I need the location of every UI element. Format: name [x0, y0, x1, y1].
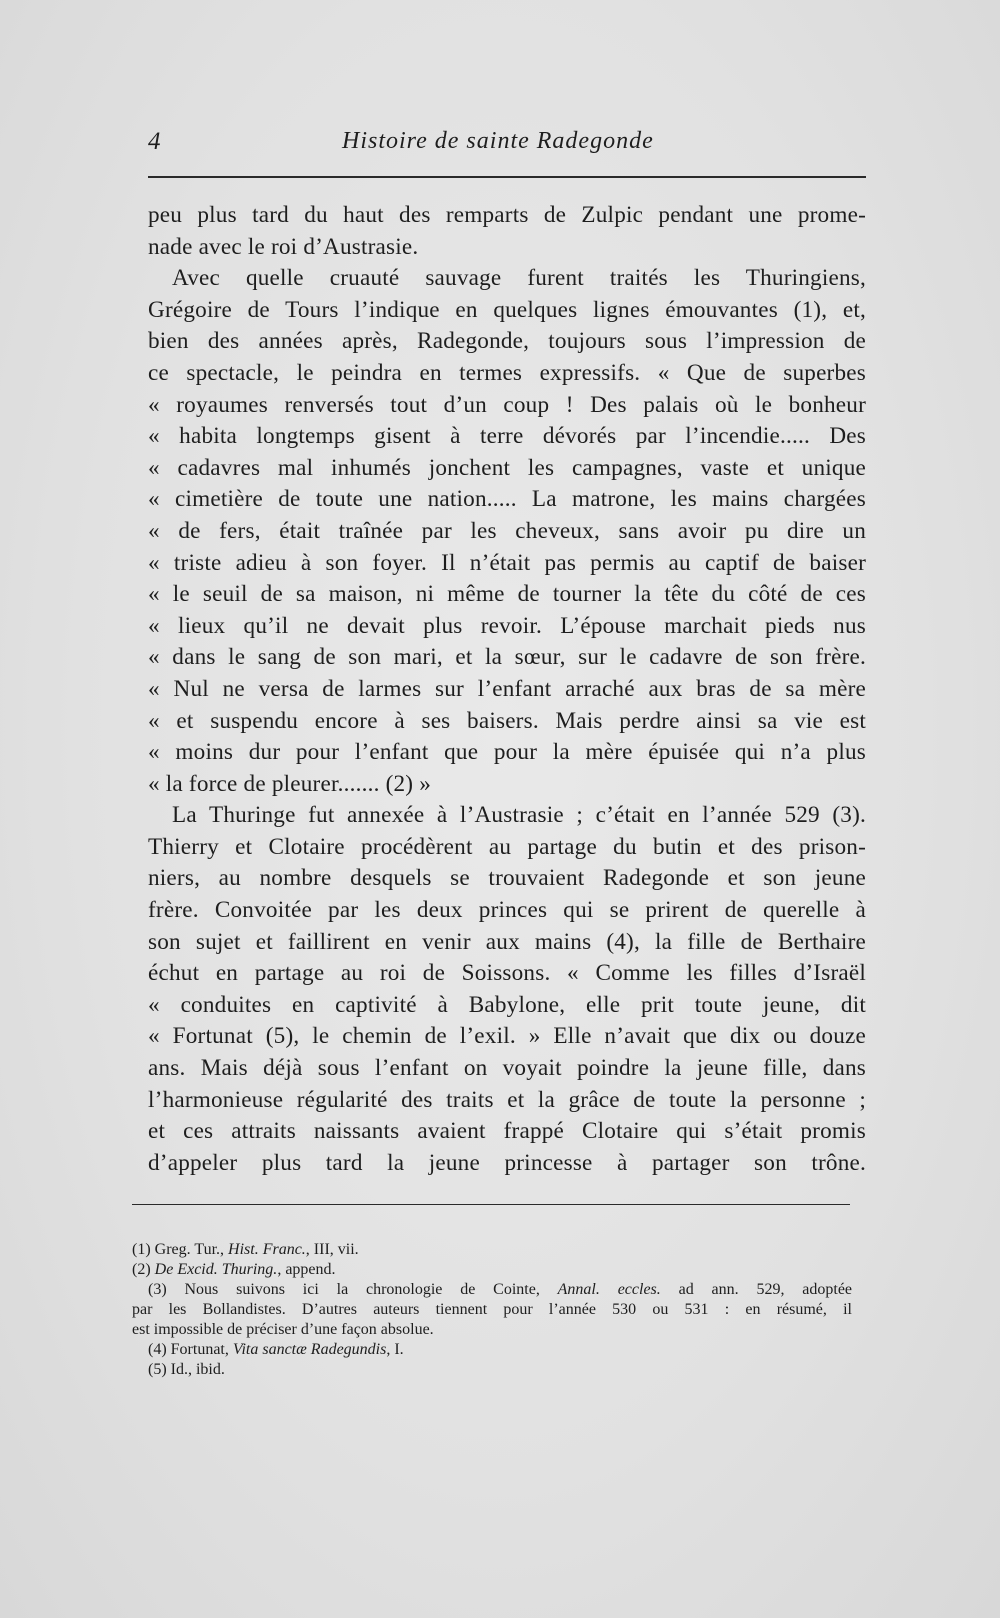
body-line: « moins dur pour l’enfant que pour la mère épuisée qui n’a plus [148, 739, 866, 766]
body-line: ans. Mais déjà sous l’enfant on voyait poindre la jeune fille, dans [148, 1055, 866, 1082]
footnote-1: (1) Greg. Tur., Hist. Franc., III, vii. [132, 1241, 359, 1258]
body-line: « triste adieu à son foyer. Il n’était pas permis au captif de baiser [148, 549, 866, 576]
body-line: niers, au nombre desquels se trouvaient Radegonde et son jeune [148, 865, 866, 892]
running-head [146, 128, 866, 168]
body-line: « lieux qu’il ne devait plus revoir. L’épouse marchait pieds nus [148, 612, 866, 639]
body-line: et ces attraits naissants avaient frappé Clotaire qui s’était promis [148, 1118, 866, 1145]
footnote-2: (2) De Excid. Thuring., append. [132, 1261, 336, 1278]
footnote-4: (4) Fortunat, Vita sanctæ Radegundis, I. [148, 1341, 404, 1358]
body-line: « conduites en captivité à Babylone, elle prit toute jeune, dit [148, 991, 866, 1018]
body-line: « Nul ne versa de larmes sur l’enfant arraché aux bras de sa mère [148, 675, 866, 702]
body-line: frère. Convoitée par les deux princes qui se prirent de querelle à [148, 897, 866, 924]
body-line: « Fortunat (5), le chemin de l’exil. » Elle n’avait que dix ou douze [148, 1023, 866, 1050]
footnotes [132, 1240, 852, 1380]
body-text [148, 200, 866, 1179]
body-line: « de fers, était traînée par les cheveux, sans avoir pu dire un [148, 517, 866, 544]
footnote-rule [132, 1204, 850, 1205]
body-line: Grégoire de Tours l’indique en quelques lignes émouvantes (1), et, [148, 296, 866, 323]
body-line: « dans le sang de son mari, et la sœur, sur le cadavre de son frère. [148, 644, 866, 671]
body-line: échut en partage au roi de Soissons. « Comme les filles d’Israël [148, 960, 866, 987]
footnote-3-line-2: par les Bollandistes. D’autres auteurs tiennent pour l’année 530 ou 531 : en résumé, il [132, 1301, 852, 1318]
body-line: ce spectacle, le peindra en termes expressifs. « Que de superbes [148, 359, 866, 386]
body-line: d’appeler plus tard la jeune princesse à partager son trône. [148, 1149, 866, 1176]
body-line: nade avec le roi d’Austrasie. [148, 233, 419, 260]
body-line: « et suspendu encore à ses baisers. Mais perdre ainsi sa vie est [148, 707, 866, 734]
footnote-3-line-3: est impossible de préciser d’une façon absolue. [132, 1321, 434, 1338]
page-number: 4 [148, 128, 161, 155]
body-line: « royaumes renversés tout d’un coup ! Des palais où le bonheur [148, 391, 866, 418]
footnote-3-line-1: (3) Nous suivons ici la chronologie de Cointe, Annal. eccles. ad ann. 529, adoptée [148, 1281, 853, 1298]
body-line: peu plus tard du haut des remparts de Zulpic pendant une prome- [148, 202, 866, 228]
header-rule [148, 176, 866, 178]
body-line: Avec quelle cruauté sauvage furent traités les Thuringiens, [172, 265, 866, 292]
body-line: « la force de pleurer....... (2) » [148, 770, 431, 797]
body-line: « cadavres mal inhumés jonchent les campagnes, vaste et unique [148, 454, 866, 481]
body-line: « habita longtemps gisent à terre dévorés par l’incendie..... Des [148, 423, 866, 450]
running-title: Histoire de sainte Radegonde [342, 128, 654, 154]
body-line: son sujet et faillirent en venir aux mains (4), la fille de Berthaire [148, 928, 866, 955]
body-line: « le seuil de sa maison, ni même de tourner la tête du côté de ces [148, 581, 866, 608]
body-line: La Thuringe fut annexée à l’Austrasie ; c’était en l’année 529 (3). [172, 802, 866, 829]
body-line: « cimetière de toute une nation..... La matrone, les mains chargées [148, 486, 866, 513]
body-line: l’harmonieuse régularité des traits et la grâce de toute la personne ; [148, 1086, 866, 1113]
body-line: bien des années après, Radegonde, toujours sous l’impression de [148, 328, 866, 355]
footnote-5: (5) Id., ibid. [148, 1361, 225, 1378]
body-line: Thierry et Clotaire procédèrent au partage du butin et des prison- [148, 833, 866, 860]
